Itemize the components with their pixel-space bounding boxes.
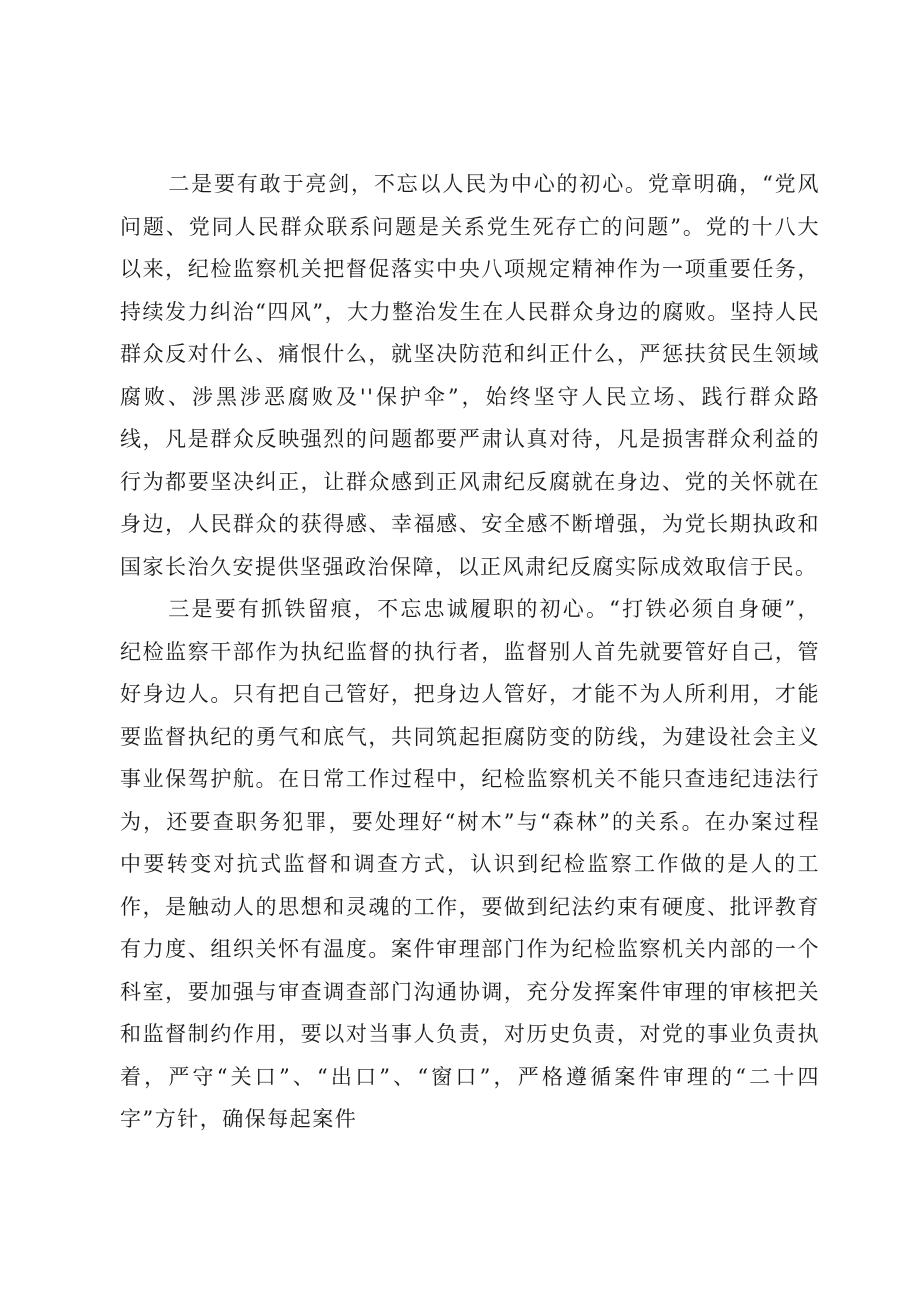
paragraph-third-point: 三是要有抓铁留痕，不忘忠诚履职的初心。“打铁必须自身硬”，纪检监察干部作为执纪监督的执行者，监督别人首先就要管好自己，管好身边人。只有把自己管好，把身边人管好，才能不为人所利用，才能要监督执纪的勇气和底气，共同筑起拒腐防变的防线，为建设社会主义事业保驾护航。在日常工作过程中，纪检监察机关不能只查违纪违法行为，还要查职务犯罪，要处理好“树木”与“森林”的关系。在办案过程中要转变对抗式监督和调查方式，认识到纪检监察工作做的是人的工作，是触动人的思想和灵魂的工作，要做到纪法约束有硬度、批评教育有力度、组织关怀有温度。案件审理部门作为纪检监察机关内部的一个科室，要加强与审查调查部门沟通协调，充分发挥案件审理的审核把关和监督制约作用，要以对当事人负责，对历史负责，对党的事业负责执着，严守“关口”、“出口”、“窗口”，严格遵循案件审理的“二十四字”方针，确保每起案件	[120, 597, 820, 1131]
paragraph-second-point: 二是要有敢于亮剑，不忘以人民为中心的初心。党章明确，“党风问题、党同人民群众联系问题是关系党生死存亡的问题”。党的十八大以来，纪检监察机关把督促落实中央八项规定精神作为一项重要任务，持续发力纠治“四风”，大力整治发生在人民群众身边的腐败。坚持人民群众反对什么、痛恨什么，就坚决防范和纠正什么，严惩扶贫民生领域腐败、涉黑涉恶腐败及''保护伞”，始终坚守人民立场、践行群众路线，凡是群众反映强烈的问题都要严肃认真对待，凡是损害群众利益的行为都要坚决纠正，让群众感到正风肃纪反腐就在身边、党的关怀就在身边，人民群众的获得感、幸福感、安全感不断增强，为党长期执政和国家长治久安提供坚强政治保障，以正风肃纪反腐实际成效取信于民。	[120, 172, 820, 579]
document-body	[120, 163, 820, 1141]
